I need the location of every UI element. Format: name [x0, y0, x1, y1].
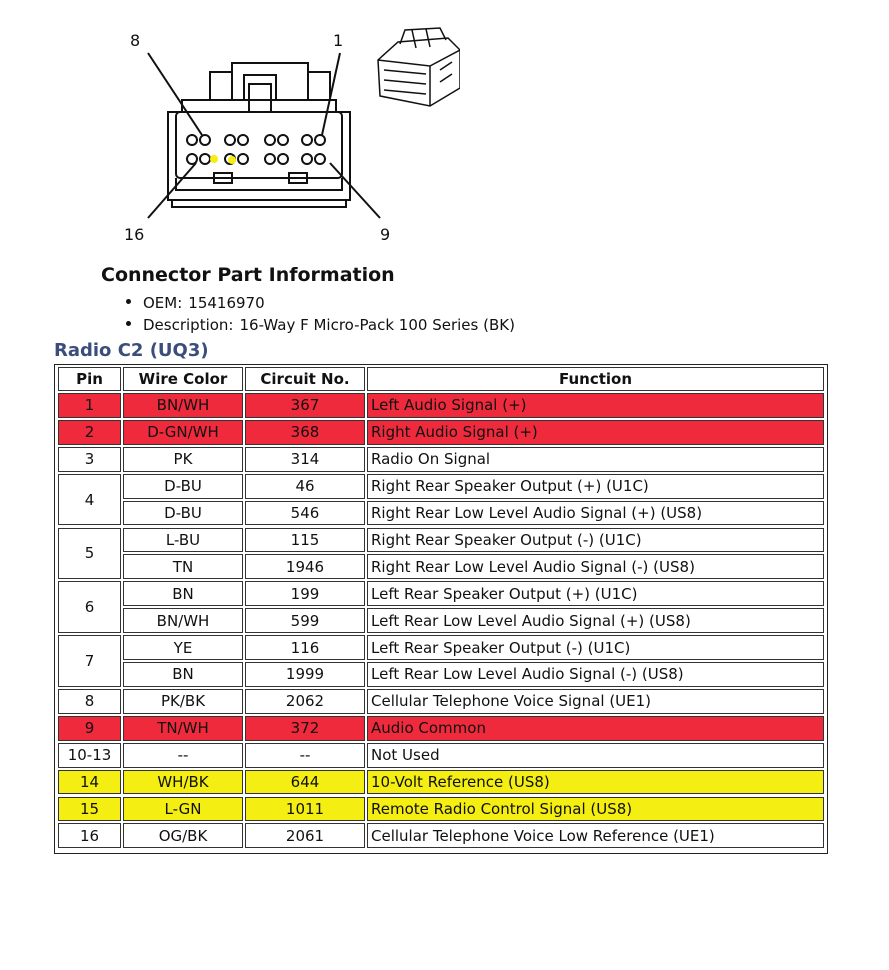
pin-cell: 6 [58, 581, 121, 633]
pin-cell: 1 [58, 393, 121, 418]
wire-color-cell: L-GN [123, 797, 243, 822]
pin-cell: 3 [58, 447, 121, 472]
circuit-cell: 368 [245, 420, 365, 445]
pin-cell: 9 [58, 716, 121, 741]
wire-color-cell: PK/BK [123, 689, 243, 714]
pinout-table [54, 364, 828, 854]
bullet-icon [126, 299, 131, 304]
header-cell: Wire Color [123, 367, 243, 391]
header-cell: Pin [58, 367, 121, 391]
circuit-cell: 314 [245, 447, 365, 472]
function-cell: Radio On Signal [367, 447, 824, 472]
pin-cell: 10-13 [58, 743, 121, 768]
circuit-cell: 115 [245, 528, 365, 553]
wire-color-cell: PK [123, 447, 243, 472]
wire-color-cell: TN [123, 554, 243, 579]
wire-color-cell: L-BU [123, 528, 243, 553]
wire-color-cell: OG/BK [123, 823, 243, 848]
circuit-cell: 599 [245, 608, 365, 633]
wire-color-cell: D-BU [123, 501, 243, 526]
description-label: Description: [143, 316, 234, 334]
connector-diagram [0, 0, 460, 255]
circuit-cell: 1946 [245, 554, 365, 579]
connector-part-heading: Connector Part Information [101, 264, 395, 286]
pin-cell: 4 [58, 474, 121, 526]
function-cell: Cellular Telephone Voice Low Reference (UE1) [367, 823, 824, 848]
wire-color-cell: YE [123, 635, 243, 660]
circuit-cell: 199 [245, 581, 365, 606]
section-title: Radio C2 (UQ3) [54, 340, 209, 361]
function-cell: Right Rear Speaker Output (-) (U1C) [367, 528, 824, 553]
part-info-list [126, 292, 515, 336]
function-cell: Not Used [367, 743, 824, 768]
oem-value: 15416970 [188, 294, 265, 312]
pin-cell: 5 [58, 528, 121, 580]
wire-color-cell: BN/WH [123, 393, 243, 418]
pin-cell: 14 [58, 770, 121, 795]
bullet-icon [126, 321, 131, 326]
pin-label-1: 1 [333, 31, 344, 50]
pin-cell: 16 [58, 823, 121, 848]
pin-label-16: 16 [124, 225, 145, 244]
function-cell: Left Rear Speaker Output (+) (U1C) [367, 581, 824, 606]
circuit-cell: 367 [245, 393, 365, 418]
function-cell: 10-Volt Reference (US8) [367, 770, 824, 795]
function-cell: Left Rear Low Level Audio Signal (+) (US8) [367, 608, 824, 633]
circuit-cell: 116 [245, 635, 365, 660]
function-cell: Right Audio Signal (+) [367, 420, 824, 445]
function-cell: Right Rear Low Level Audio Signal (+) (US8) [367, 501, 824, 526]
wire-color-cell: D-BU [123, 474, 243, 499]
wire-color-cell: -- [123, 743, 243, 768]
description-value: 16-Way F Micro-Pack 100 Series (BK) [239, 316, 515, 334]
function-cell: Cellular Telephone Voice Signal (UE1) [367, 689, 824, 714]
circuit-cell: 2062 [245, 689, 365, 714]
function-cell: Right Rear Speaker Output (+) (U1C) [367, 474, 824, 499]
circuit-cell: -- [245, 743, 365, 768]
oem-item [126, 292, 515, 314]
circuit-cell: 1999 [245, 662, 365, 687]
header-cell: Function [367, 367, 824, 391]
circuit-cell: 644 [245, 770, 365, 795]
pin-cell: 8 [58, 689, 121, 714]
wire-color-cell: BN [123, 581, 243, 606]
wire-color-cell: TN/WH [123, 716, 243, 741]
wire-color-cell: D-GN/WH [123, 420, 243, 445]
pin-label-9: 9 [380, 225, 391, 244]
circuit-cell: 2061 [245, 823, 365, 848]
oem-label: OEM: [143, 294, 183, 312]
wire-color-cell: BN/WH [123, 608, 243, 633]
pin-cell: 15 [58, 797, 121, 822]
pin-label-8: 8 [130, 31, 141, 50]
function-cell: Remote Radio Control Signal (US8) [367, 797, 824, 822]
header-cell: Circuit No. [245, 367, 365, 391]
wire-color-cell: WH/BK [123, 770, 243, 795]
pin-cell: 2 [58, 420, 121, 445]
function-cell: Left Rear Low Level Audio Signal (-) (US8) [367, 662, 824, 687]
function-cell: Left Rear Speaker Output (-) (U1C) [367, 635, 824, 660]
pin-cell: 7 [58, 635, 121, 687]
description-item [126, 314, 515, 336]
function-cell: Left Audio Signal (+) [367, 393, 824, 418]
circuit-cell: 372 [245, 716, 365, 741]
function-cell: Right Rear Low Level Audio Signal (-) (US8) [367, 554, 824, 579]
circuit-cell: 1011 [245, 797, 365, 822]
wire-color-cell: BN [123, 662, 243, 687]
function-cell: Audio Common [367, 716, 824, 741]
circuit-cell: 546 [245, 501, 365, 526]
circuit-cell: 46 [245, 474, 365, 499]
